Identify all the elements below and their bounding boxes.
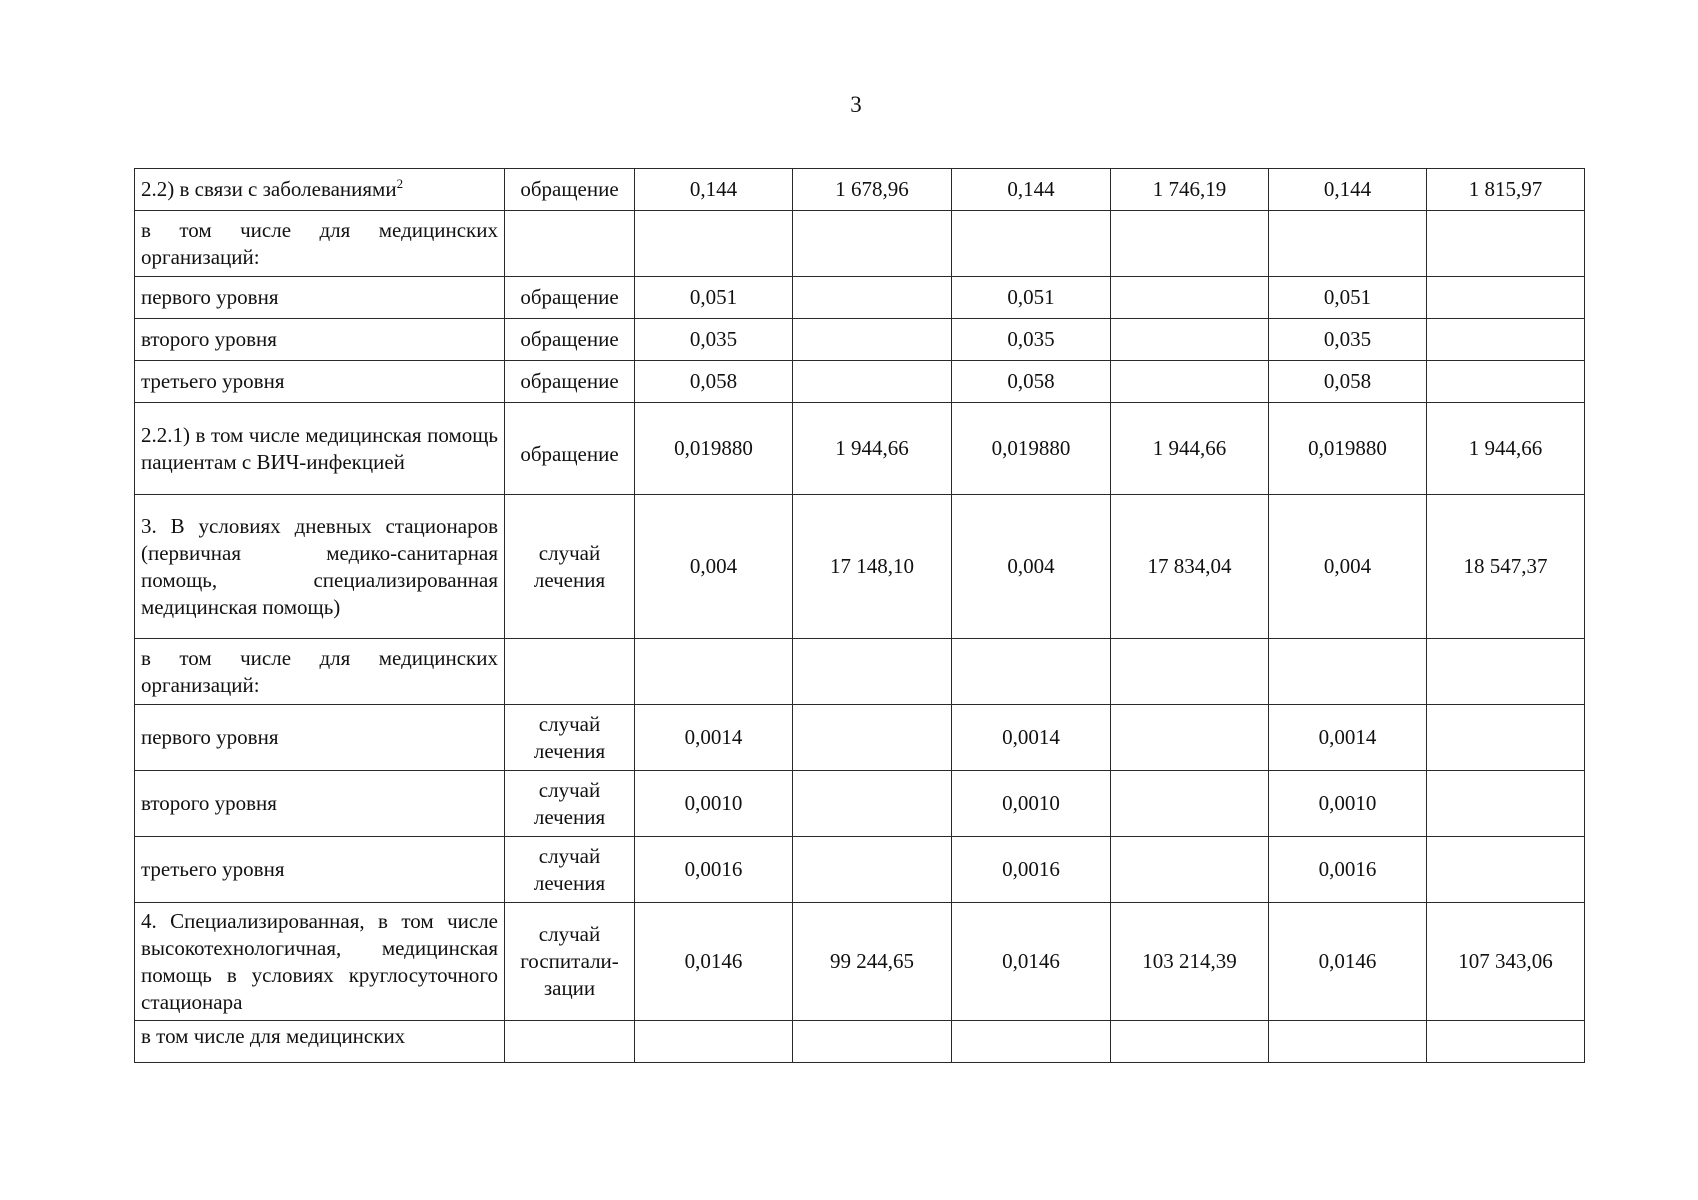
table-row xyxy=(135,639,1585,705)
row-label-text: 3. В условиях дневных стационаров (первичная медико-санитарная помощь, специализированная медицинская помощь) xyxy=(141,513,498,619)
value-cell: 0,0016 xyxy=(635,837,793,903)
table-row xyxy=(135,361,1585,403)
table-row xyxy=(135,403,1585,495)
value-cell: 0,0016 xyxy=(1269,837,1427,903)
table-row xyxy=(135,211,1585,277)
value-cell xyxy=(1269,1021,1427,1063)
value-cell xyxy=(635,639,793,705)
value-cell: 1 944,66 xyxy=(1427,403,1585,495)
value-cell: 0,004 xyxy=(952,495,1111,639)
unit-cell: случай лечения xyxy=(505,837,635,903)
table-body xyxy=(135,169,1585,1063)
value-cell: 0,0016 xyxy=(952,837,1111,903)
value-cell xyxy=(793,319,952,361)
footnote-marker: 2 xyxy=(396,176,404,191)
table-row xyxy=(135,705,1585,771)
value-cell xyxy=(793,837,952,903)
value-cell xyxy=(1111,705,1269,771)
value-cell: 0,0146 xyxy=(1269,903,1427,1021)
row-label xyxy=(135,771,505,837)
row-label-text: в том числе для медицинских организаций: xyxy=(141,217,498,269)
row-label-text: 2.2) в связи с заболеваниями xyxy=(141,177,397,201)
value-cell: 0,035 xyxy=(635,319,793,361)
table-row xyxy=(135,319,1585,361)
value-cell xyxy=(1427,1021,1585,1063)
value-cell xyxy=(952,639,1111,705)
unit-cell: обращение xyxy=(505,277,635,319)
value-cell: 0,035 xyxy=(952,319,1111,361)
value-cell: 0,019880 xyxy=(952,403,1111,495)
unit-cell: случай госпитали-зации xyxy=(505,903,635,1021)
value-cell: 0,0146 xyxy=(952,903,1111,1021)
value-cell xyxy=(1111,361,1269,403)
value-cell xyxy=(952,1021,1111,1063)
value-cell: 0,004 xyxy=(1269,495,1427,639)
value-cell: 99 244,65 xyxy=(793,903,952,1021)
value-cell: 1 815,97 xyxy=(1427,169,1585,211)
value-cell: 0,0014 xyxy=(635,705,793,771)
value-cell xyxy=(635,1021,793,1063)
value-cell xyxy=(1111,639,1269,705)
value-cell: 0,051 xyxy=(1269,277,1427,319)
value-cell xyxy=(793,1021,952,1063)
value-cell: 17 834,04 xyxy=(1111,495,1269,639)
row-label xyxy=(135,277,505,319)
row-label xyxy=(135,1021,505,1063)
value-cell xyxy=(1111,1021,1269,1063)
value-cell: 0,004 xyxy=(635,495,793,639)
row-label xyxy=(135,903,505,1021)
value-cell: 1 678,96 xyxy=(793,169,952,211)
value-cell: 107 343,06 xyxy=(1427,903,1585,1021)
value-cell: 1 746,19 xyxy=(1111,169,1269,211)
value-cell: 18 547,37 xyxy=(1427,495,1585,639)
value-cell: 0,035 xyxy=(1269,319,1427,361)
value-cell: 103 214,39 xyxy=(1111,903,1269,1021)
value-cell xyxy=(793,277,952,319)
value-cell xyxy=(1427,277,1585,319)
unit-cell: обращение xyxy=(505,403,635,495)
value-cell: 1 944,66 xyxy=(1111,403,1269,495)
row-label-text: третьего уровня xyxy=(141,369,285,393)
value-cell xyxy=(1427,837,1585,903)
value-cell xyxy=(1427,771,1585,837)
value-cell xyxy=(793,771,952,837)
value-cell: 0,019880 xyxy=(1269,403,1427,495)
row-label-text: 4. Специализированная, в том числе высокотехнологичная, медицинская помощь в условиях круглосуточного стационара xyxy=(141,908,498,1014)
table-row xyxy=(135,277,1585,319)
row-label xyxy=(135,319,505,361)
value-cell xyxy=(793,705,952,771)
row-label-text: второго уровня xyxy=(141,327,277,351)
value-cell xyxy=(1111,277,1269,319)
value-cell xyxy=(1427,639,1585,705)
value-cell xyxy=(1111,837,1269,903)
row-label xyxy=(135,403,505,495)
table-row xyxy=(135,903,1585,1021)
row-label-text: первого уровня xyxy=(141,725,279,749)
unit-cell: обращение xyxy=(505,169,635,211)
value-cell: 0,0010 xyxy=(635,771,793,837)
value-cell: 0,0010 xyxy=(952,771,1111,837)
value-cell xyxy=(793,211,952,277)
row-label xyxy=(135,361,505,403)
value-cell: 0,058 xyxy=(952,361,1111,403)
value-cell xyxy=(1427,705,1585,771)
value-cell: 0,144 xyxy=(952,169,1111,211)
value-cell: 17 148,10 xyxy=(793,495,952,639)
row-label-text: 2.2.1) в том числе медицинская помощь пациентам с ВИЧ-инфекцией xyxy=(141,422,498,474)
value-cell xyxy=(1111,319,1269,361)
row-label xyxy=(135,495,505,639)
table-row xyxy=(135,837,1585,903)
row-label-text: третьего уровня xyxy=(141,857,285,881)
row-label xyxy=(135,837,505,903)
row-label-text: второго уровня xyxy=(141,791,277,815)
row-label-text: в том числе для медицинских организаций: xyxy=(141,645,498,697)
value-cell: 0,0014 xyxy=(1269,705,1427,771)
value-cell xyxy=(1111,771,1269,837)
unit-cell: случай лечения xyxy=(505,771,635,837)
row-label-text: первого уровня xyxy=(141,285,279,309)
row-label xyxy=(135,169,505,211)
value-cell: 0,058 xyxy=(635,361,793,403)
page-number: 3 xyxy=(850,92,862,117)
unit-cell xyxy=(505,1021,635,1063)
table-row xyxy=(135,1021,1585,1063)
value-cell xyxy=(793,639,952,705)
value-cell: 0,0146 xyxy=(635,903,793,1021)
value-cell: 0,051 xyxy=(635,277,793,319)
unit-cell: случай лечения xyxy=(505,495,635,639)
unit-cell xyxy=(505,211,635,277)
value-cell: 0,144 xyxy=(635,169,793,211)
value-cell xyxy=(1427,319,1585,361)
value-cell: 0,0014 xyxy=(952,705,1111,771)
row-label xyxy=(135,705,505,771)
unit-cell: случай лечения xyxy=(505,705,635,771)
value-cell xyxy=(1269,211,1427,277)
value-cell xyxy=(1111,211,1269,277)
row-label xyxy=(135,211,505,277)
value-cell: 0,0010 xyxy=(1269,771,1427,837)
row-label xyxy=(135,639,505,705)
value-cell: 0,144 xyxy=(1269,169,1427,211)
row-label-text: в том числе для медицинских xyxy=(141,1024,406,1048)
table-row xyxy=(135,169,1585,211)
value-cell xyxy=(635,211,793,277)
value-cell: 0,051 xyxy=(952,277,1111,319)
value-cell xyxy=(793,361,952,403)
unit-cell: обращение xyxy=(505,319,635,361)
unit-cell xyxy=(505,639,635,705)
value-cell xyxy=(1427,361,1585,403)
value-cell xyxy=(1269,639,1427,705)
value-cell xyxy=(952,211,1111,277)
value-cell xyxy=(1427,211,1585,277)
value-cell: 0,019880 xyxy=(635,403,793,495)
table-row xyxy=(135,495,1585,639)
value-cell: 1 944,66 xyxy=(793,403,952,495)
table-row xyxy=(135,771,1585,837)
data-table xyxy=(134,168,1585,1063)
value-cell: 0,058 xyxy=(1269,361,1427,403)
unit-cell: обращение xyxy=(505,361,635,403)
